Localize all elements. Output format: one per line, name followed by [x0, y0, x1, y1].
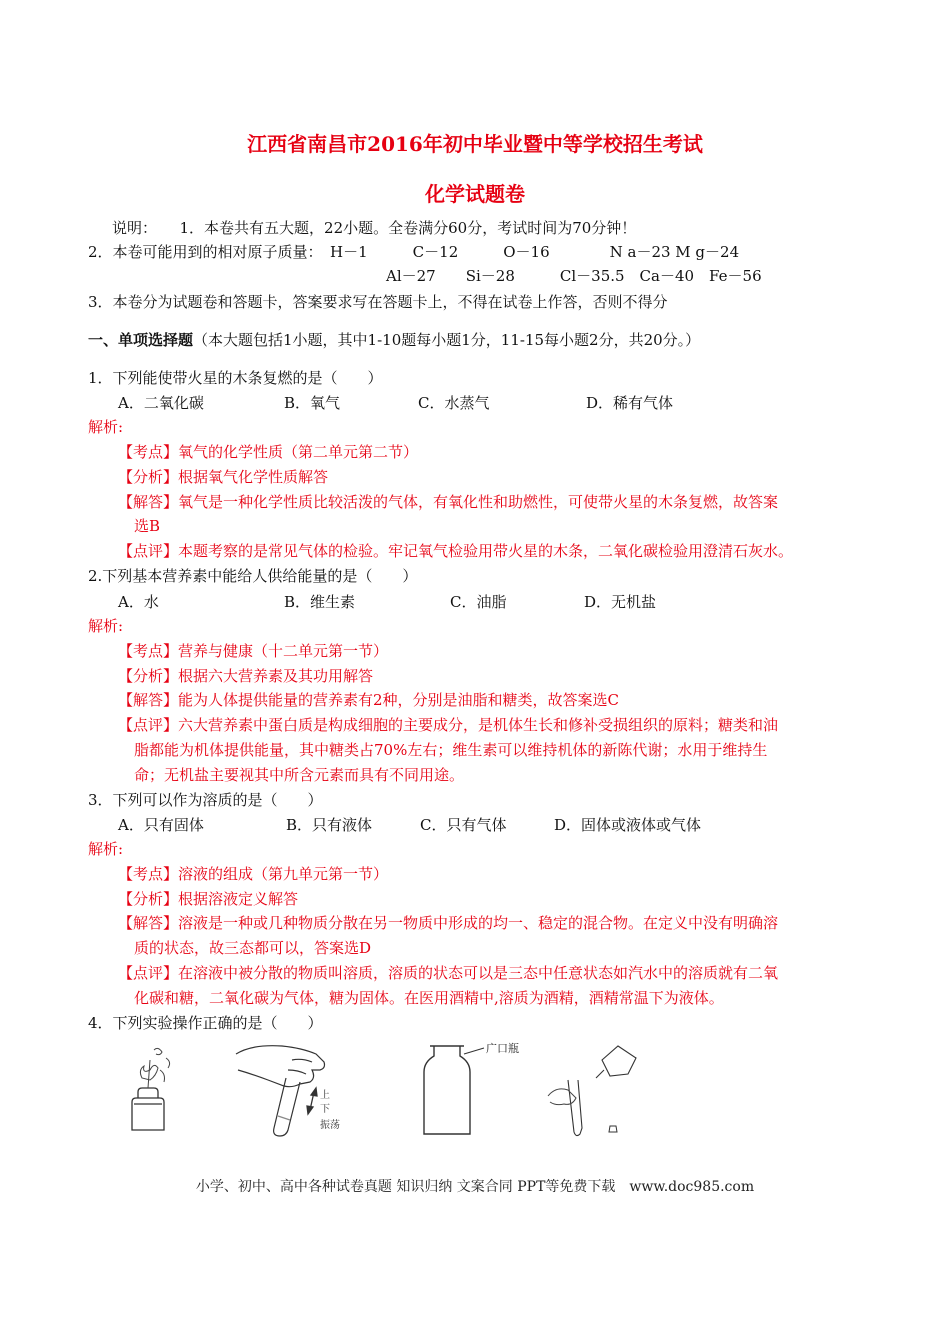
- exam-subtitle: 化学试题卷: [425, 182, 525, 206]
- q2-options: [118, 592, 656, 612]
- q2-option-d: D．无机盐: [584, 593, 657, 611]
- q1-option-d: D．稀有气体: [586, 394, 674, 412]
- q2-dianping-line-1: 【点评】六大营养素中蛋白质是构成细胞的主要成分，是机体生长和修补受损组织的原料；糖类和油: [118, 716, 779, 734]
- q4-figure-a: [120, 1040, 180, 1135]
- q3-option-b: B．只有液体: [286, 816, 373, 834]
- q3-dianping-line-2: 化碳和糖，二氧化碳为气体，糖为固体。在医用酒精中,溶质为酒精，酒精常温下为液体。: [134, 989, 724, 1007]
- reagent-bottle-icon: [596, 1046, 636, 1078]
- q1-fenxi: 【分析】根据氧气化学性质解答: [118, 468, 329, 486]
- q2-analysis-label: 解析:: [88, 617, 124, 635]
- q3-option-d: D．固体或液体或气体: [554, 816, 702, 834]
- note-line-2: 2．本卷可能用到的相对原子质量： H－1 C－12 O－16 N a－23 M g－24: [88, 243, 740, 261]
- fig-b-label-shake: 振荡: [320, 1120, 340, 1131]
- label-leader-line: [464, 1048, 484, 1054]
- q1-analysis-label: 解析:: [88, 418, 124, 436]
- q2-dianping-line-3: 命；无机盐主要视其中所含元素而具有不同用途。: [134, 766, 465, 784]
- q3-jieda-line-1: 【解答】溶液是一种或几种物质分散在另一物质中形成的均一、稳定的混合物。在定义中没有明确溶: [118, 914, 779, 932]
- double-arrow-icon: [307, 1088, 317, 1114]
- q1-kaodian: 【考点】氧气的化学性质（第二单元第二节）: [118, 443, 419, 461]
- q3-option-a: A．只有固体: [118, 816, 204, 834]
- footer-text: 小学、初中、高中各种试卷真题 知识归纳 文案合同 PPT等免费下载 www.doc985.com: [195, 1179, 755, 1195]
- exam-title: 江西省南昌市2016年初中毕业暨中等学校招生考试: [247, 132, 703, 156]
- section-1-desc: （本大题包括1小题，其中1-10题每小题1分，11-15每小题2分，共20分。）: [193, 331, 701, 349]
- q1-options: [118, 393, 673, 413]
- q2-option-a: A．水: [118, 593, 159, 611]
- q1-option-b: B．氧气: [284, 394, 341, 412]
- q1-dianping: 【点评】本题考察的是常见气体的检验。牢记氧气检验用带火星的木条，二氧化碳检验用澄清石灰水。: [118, 542, 794, 560]
- fig-c-label: 广口瓶: [486, 1042, 519, 1055]
- test-tube-icon: [568, 1080, 582, 1136]
- hand-icon: [236, 1046, 325, 1087]
- q2-dianping-line-2: 脂都能为机体提供能量，其中糖类占70%左右；维生素可以维持机体的新陈代谢；水用于维持生: [134, 741, 768, 759]
- q3-stem: 3．下列可以作为溶质的是（ ）: [88, 791, 323, 809]
- q4-figure-d: [546, 1040, 646, 1140]
- q3-options: [118, 815, 701, 835]
- q1-option-a: A．二氧化碳: [118, 394, 204, 412]
- wide-mouth-bottle-icon: [424, 1046, 470, 1134]
- q4-figure-b: [232, 1040, 352, 1140]
- q1-jieda-line-2: 选B: [134, 517, 161, 535]
- q1-stem: 1．下列能使带火星的木条复燃的是（ ）: [88, 369, 383, 387]
- q3-analysis-label: 解析:: [88, 840, 124, 858]
- fig-b-label-down: 下: [320, 1104, 330, 1115]
- q2-fenxi: 【分析】根据六大营养素及其功用解答: [118, 667, 374, 685]
- gas-bottle-icon: [132, 1088, 164, 1130]
- q1-jieda-line-1: 【解答】氧气是一种化学性质比较活泼的气体，有氧化性和助燃性，可使带火星的木条复燃，故答案: [118, 493, 779, 511]
- q3-jieda-line-2: 质的状态，故三态都可以，答案选D: [134, 939, 372, 957]
- q3-fenxi: 【分析】根据溶液定义解答: [118, 890, 299, 908]
- section-1-heading: 一、单项选择题: [88, 331, 194, 349]
- section-1-header: [88, 330, 700, 350]
- q3-option-c: C．只有气体: [420, 816, 507, 834]
- bottle-stopper-icon: [609, 1126, 617, 1132]
- q4-stem: 4．下列实验操作正确的是（ ）: [88, 1014, 323, 1032]
- q3-kaodian: 【考点】溶液的组成（第九单元第一节）: [118, 865, 389, 883]
- q2-jieda: 【解答】能为人体提供能量的营养素有2种，分别是油脂和糖类，故答案选C: [118, 691, 620, 709]
- q2-option-b: B．维生素: [284, 593, 356, 611]
- q2-stem: 2.下列基本营养素中能给人供给能量的是（ ）: [88, 567, 418, 585]
- note-line-4: 3．本卷分为试题卷和答题卡，答案要求写在答题卡上，不得在试卷上作答，否则不得分: [88, 293, 668, 311]
- note-line-3: Al－27 Si－28 Cl－35.5 Ca－40 Fe－56: [386, 267, 762, 285]
- hand-icon: [548, 1089, 576, 1105]
- burning-splint-icon: [140, 1048, 169, 1088]
- fig-b-label-up: 上: [320, 1090, 330, 1101]
- q2-option-c: C．油脂: [450, 593, 507, 611]
- q3-dianping-line-1: 【点评】在溶液中被分散的物质叫溶质，溶质的状态可以是三态中任意状态如汽水中的溶质就有二氧: [118, 964, 779, 982]
- q4-figure-c: [420, 1040, 530, 1140]
- note-line-1: 说明： 1．本卷共有五大题，22小题。全卷满分60分，考试时间为70分钟！: [112, 219, 637, 237]
- q2-kaodian: 【考点】营养与健康（十二单元第一节）: [118, 642, 389, 660]
- q1-option-c: C．水蒸气: [418, 394, 490, 412]
